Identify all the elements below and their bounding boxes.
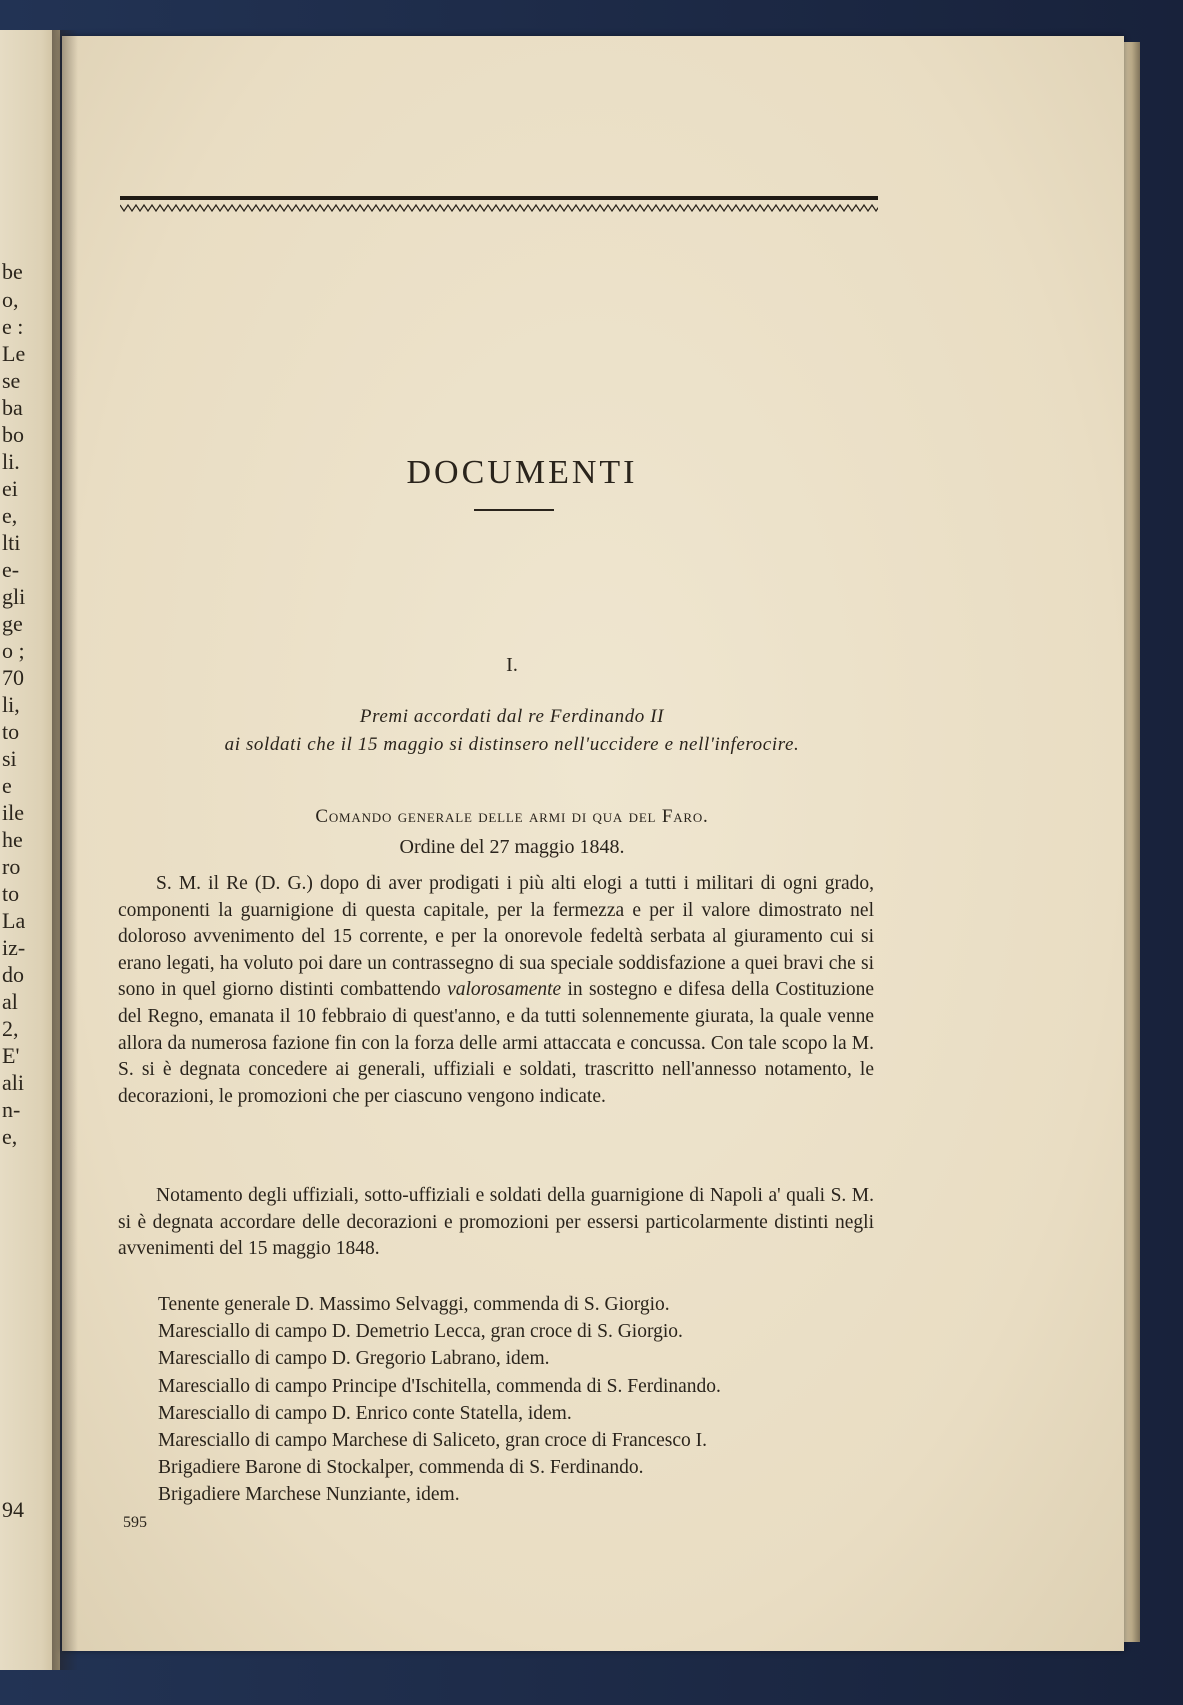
fragment: lti	[2, 530, 21, 555]
emphasis-valorosamente: valorosamente	[447, 979, 562, 1001]
fragment: gli	[2, 584, 26, 609]
list-item: Maresciallo di campo D. Gregorio Labrano, idem.	[158, 1348, 550, 1370]
fragment: se	[2, 368, 21, 393]
top-rule	[120, 196, 878, 200]
fragment: La	[2, 908, 26, 933]
fragment: iz-	[2, 935, 26, 960]
list-item: Maresciallo di campo D. Enrico conte Statella, idem.	[158, 1402, 572, 1424]
fragment: ge	[2, 611, 23, 636]
subtitle-line-1: Premi accordati dal re Ferdinando II	[359, 706, 665, 727]
list-item: Maresciallo di campo Marchese di Saliceto, gran croce di Francesco I.	[158, 1430, 708, 1452]
paragraph-1	[118, 871, 874, 1110]
fragment: si	[2, 746, 17, 771]
subtitle-line-2: ai soldati che il 15 maggio si distinsero nell'uccidere e nell'inferocire.	[224, 734, 800, 755]
list-item: Tenente generale D. Massimo Selvaggi, commenda di S. Giorgio.	[158, 1294, 670, 1315]
fragment: Le	[2, 341, 26, 366]
fragment: ro	[2, 854, 21, 879]
gutter-shadow	[52, 30, 78, 1670]
fragment: do	[2, 962, 24, 987]
fragment: ile	[2, 800, 24, 825]
fragment: 2,	[2, 1016, 19, 1041]
fragment: e-	[2, 557, 20, 582]
fragment: to	[2, 719, 20, 744]
fragment: ba	[2, 395, 23, 420]
fragment: 70	[2, 665, 24, 690]
fragment: 94	[2, 1497, 24, 1522]
fragment: be	[2, 259, 23, 284]
paragraph-1-part-a: S. M. il Re (D. G.) dopo di aver prodigati i più alti elogi a tutti i militari di ogni grado, componenti la guarnigione di questa capitale, per la fermezza e per il valore dimostrato nel doloroso avvenimento del 15 corrente, e per la onorevole fedeltà serbata al giuramento cui si erano legati, ha voluto poi dare un contrassegno di sua speciale soddisfazione a quei bravi che si sono in quel giorno distinti combattendo	[118, 873, 874, 1001]
fragment: li.	[2, 449, 20, 474]
command-heading: Comando generale delle armi di qua del Faro.	[315, 806, 709, 827]
fragment: li,	[2, 692, 20, 717]
order-date: Ordine del 27 maggio 1848.	[399, 836, 625, 858]
fragment: o,	[2, 287, 19, 312]
fragment: E'	[2, 1043, 20, 1068]
fragment: to	[2, 881, 20, 906]
wavy-ornament	[120, 202, 878, 214]
page-number: 595	[123, 1514, 147, 1531]
page-title: DOCUMENTI	[406, 454, 638, 491]
list-item: Maresciallo di campo Principe d'Ischitella, commenda di S. Ferdinando.	[158, 1375, 721, 1397]
list-item: Maresciallo di campo D. Demetrio Lecca, gran croce di S. Giorgio.	[158, 1321, 683, 1343]
decorations-list	[158, 1291, 918, 1509]
list-item: Brigadiere Barone di Stockalper, commenda di S. Ferdinando.	[158, 1457, 644, 1479]
fragment: al	[2, 989, 18, 1014]
title-rule	[474, 509, 554, 511]
fragment: e,	[2, 503, 18, 528]
paragraph-1-part-b: in sostegno e difesa della Costituzione del Regno, emanata il 10 febbraio di quest'anno, e da tutti solennemente giurata, la quale venne allora da numerosa fazione fin con la forza delle armi attaccata e concussa. Con tale scopo la M. S. si è degnata concedere ai generali, uffiziali e soldati, trascritto nell'annesso notamento, le decorazioni, le promozioni che per ciascuno vengono indicate.	[118, 979, 875, 1107]
fragment: o ;	[2, 638, 25, 663]
fragment: e,	[2, 1124, 18, 1149]
section-number: I.	[506, 654, 518, 676]
fragment: ei	[2, 476, 18, 501]
list-item: Brigadiere Marchese Nunziante, idem.	[158, 1484, 460, 1506]
fragment: he	[2, 827, 23, 852]
paragraph-2: Notamento degli uffiziali, sotto-uffiziali e soldati della guarnigione di Napoli a' quali S. M. si è degnata accordare delle decorazioni e promozioni per essersi particolarmente distinti negli avvenimenti del 15 maggio 1848.	[118, 1185, 874, 1260]
fragment: ali	[2, 1070, 24, 1095]
fragment: bo	[2, 422, 24, 447]
fragment: n-	[2, 1097, 21, 1122]
previous-page-strip	[0, 30, 60, 1670]
fragment: e :	[2, 314, 24, 339]
document-page	[62, 36, 1124, 1651]
fragment: e	[2, 773, 12, 798]
